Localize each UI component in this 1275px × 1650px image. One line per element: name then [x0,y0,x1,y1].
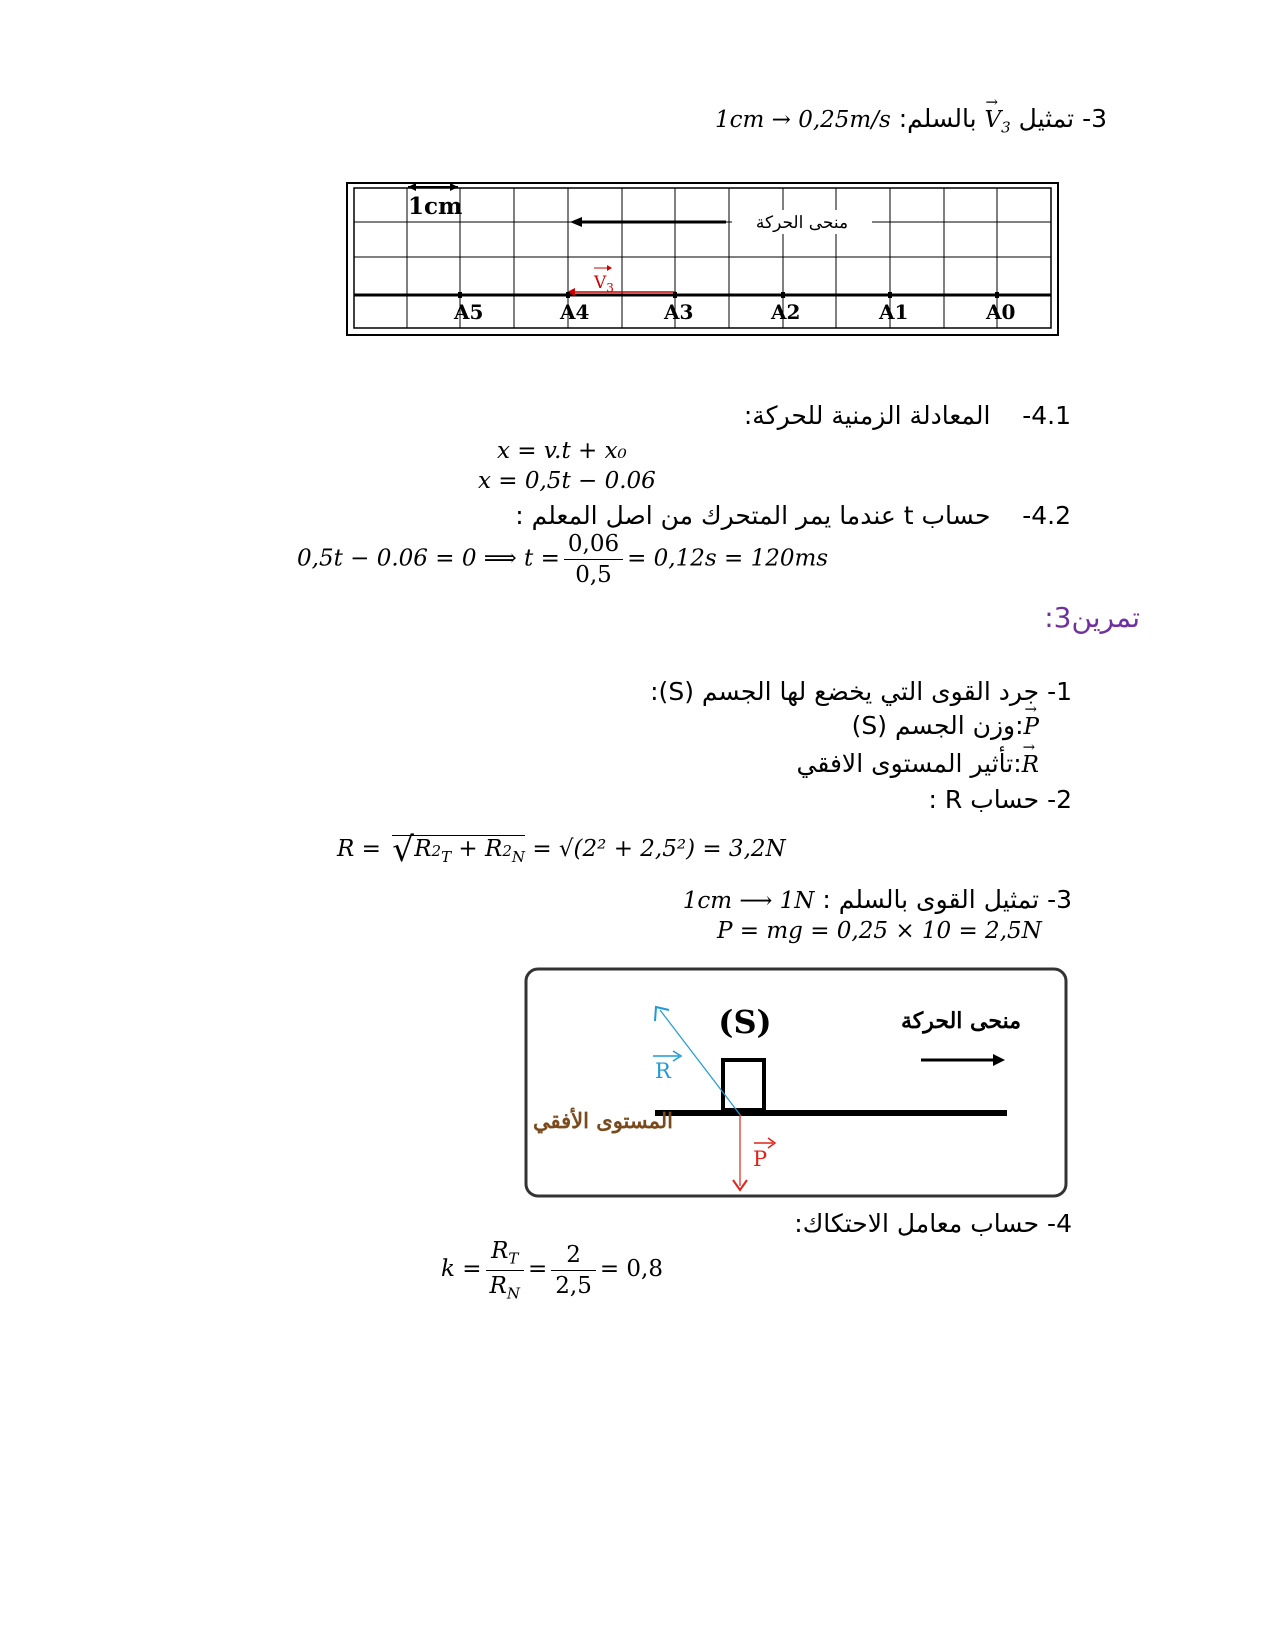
ex3-q1-p [852,711,1039,740]
equation-t-left: 0,5t − 0.06 = 0 ⟹ t = [297,545,560,572]
grid-figure [346,182,1059,336]
ex3-q2-line: 2- حساب R : [928,785,1072,814]
point-a4: A4 [560,300,590,324]
equation-r-lhs: R = [337,836,381,862]
equation-t [297,531,828,588]
part41-heading [744,401,1071,430]
scale-word: بالسلم: [898,104,977,133]
equation-x-numeric: x = 0,5t − 0.06 [478,468,656,494]
equation-t-right: = 0,12s = 120ms [627,545,829,572]
point-a5: A5 [454,300,484,324]
force-figure [523,966,1069,1199]
ex3-q3-text: 3- تمثيل القوى بالسلم : [822,885,1072,914]
force-scale: 1cm ⟶ 1N [682,888,815,914]
p-symbol: → P [1024,714,1039,740]
r-label: R [655,1059,671,1083]
equation-x-general: x = v.t + x₀ [497,438,627,464]
p-label: P [753,1147,768,1171]
r-symbol: → R [1022,752,1039,778]
equation-r [337,830,786,870]
fraction-t: $\frac{0,06}{0,5}$ [564,531,623,588]
body-label: (S) [718,1003,772,1041]
point-a1: A1 [879,300,909,324]
ex3-q1-r [797,749,1040,778]
equation-p: P = mg = 0,25 × 10 = 2,5N [717,918,1042,944]
part42-title: حساب t عندما يمر المتحرك من اصل المعلم : [515,501,991,530]
part3-line [715,104,1107,137]
p-description: :وزن الجسم (S) [851,711,1024,740]
equation-k-lhs: k = [441,1256,482,1283]
point-a0: A0 [986,300,1016,324]
part41-number: 4.1- [1022,401,1071,430]
point-a2: A2 [771,300,801,324]
body-s [723,1060,764,1110]
scale-label: 1cm [408,193,463,220]
scale-value: 1cm → 0,25m/s [715,107,891,133]
figure-frame [526,969,1066,1196]
part3-text: تمثيل [1018,104,1075,133]
fraction-rt-rn: $\frac{R_T}{R_N}$ [486,1238,524,1302]
plane-label: المستوى الأفقي [532,1108,674,1133]
motion-direction-label: منحى الحركة [900,1008,1022,1034]
r-description: :تأثير المستوى الافقي [796,749,1022,778]
direction-label: منحى الحركة [755,213,849,233]
equation-k-result: = 0,8 [599,1256,664,1283]
v3-symbol: → $V_3$ [985,107,1011,137]
equation-r-result: = √(2² + 2,5²) = 3,2N [532,836,786,862]
ex3-q1-line: 1- جرد القوى التي يخضع لها الجسم (S): [650,677,1072,706]
ex3-q4-line: 4- حساب معامل الاحتكاك: [794,1209,1072,1238]
exercise3-title: تمرين3: [1044,601,1140,634]
point-a3: A3 [664,300,694,324]
fraction-values: $\frac{2}{2,5}$ [551,1242,596,1299]
part41-title: المعادلة الزمنية للحركة: [743,401,991,430]
equation-k: k = $\frac{R_T}{R_N}$ = $\frac{2}{2,5}$ = 0,8 [441,1238,664,1303]
sqrt-rt-rn: √ $R_{^2T} + R_{^2N}$ [392,830,525,870]
v3-label: $V_3$ [594,273,614,295]
ex3-q3-line [683,885,1072,914]
part42-heading [515,501,1071,530]
part3-number: 3- [1082,104,1107,133]
part42-number: 4.2- [1022,501,1071,530]
